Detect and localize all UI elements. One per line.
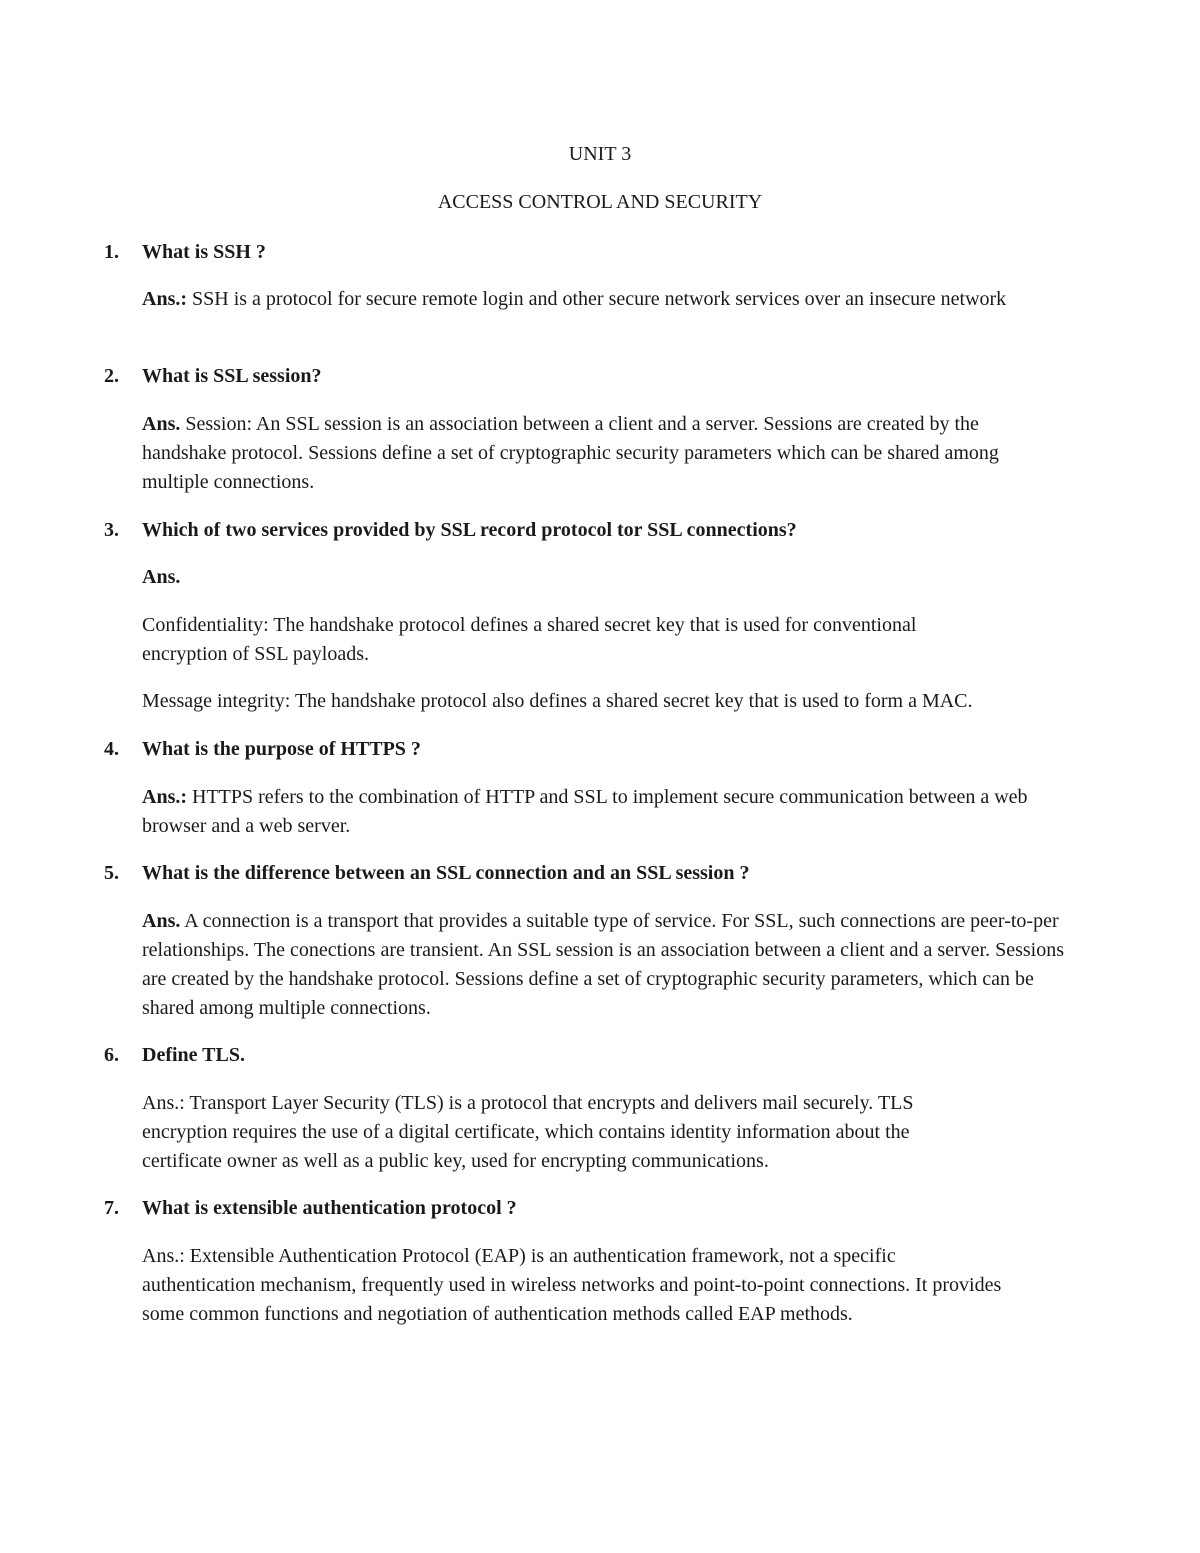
document-title: ACCESS CONTROL AND SECURITY [437, 191, 763, 213]
question-6 [104, 1041, 1084, 1070]
answer-text: SSH is a protocol for secure remote login and other secure network services over an insecure network [187, 288, 1007, 310]
answer-text: HTTPS refers to the combination of HTTP and SSL to implement secure communication between a web browser and a web server. [142, 786, 1028, 837]
question-number: 3. [104, 519, 119, 541]
question-7 [104, 1194, 1084, 1223]
question-number: 5. [104, 862, 119, 884]
question-4 [104, 735, 1084, 764]
question-number: 6. [104, 1044, 119, 1066]
answer-1 [142, 285, 1022, 314]
question-5 [104, 859, 1084, 888]
answer-2 [142, 410, 1062, 497]
answer-3-label [142, 563, 1072, 592]
question-number: 7. [104, 1197, 119, 1219]
question-number: 1. [104, 241, 119, 263]
question-number: 4. [104, 738, 119, 760]
answer-3-paragraph-2: Message integrity: The handshake protocol also defines a shared secret key that is used to form a MAC. [142, 690, 973, 712]
answer-text: Session: An SSL session is an association between a client and a server. Sessions are created by the handshake protocol. Sessions define a set of cryptographic security parameters which can be shared among multiple connections. [142, 413, 999, 493]
answer-6: Ans.: Transport Layer Security (TLS) is a protocol that encrypts and delivers mail securely. TLS encryption requires the use of a digital certificate, which contains identity information about the certificate owner as well as a public key, used for encrypting communications. [142, 1092, 914, 1172]
question-3 [104, 516, 1084, 545]
answer-3-paragraph-1: Confidentiality: The handshake protocol defines a shared secret key that is used for conventional encryption of SSL payloads. [142, 614, 917, 665]
question-1 [104, 238, 1084, 267]
question-text: What is SSH ? [142, 241, 266, 263]
question-number: 2. [104, 365, 119, 387]
question-text: What is extensible authentication protocol ? [142, 1197, 517, 1219]
answer-7: Ans.: Extensible Authentication Protocol (EAP) is an authentication framework, not a specific authentication mechanism, frequently used in wireless networks and point-to-point connections. It provides some common functions and negotiation of authentication methods called EAP methods. [142, 1245, 1002, 1325]
unit-heading: UNIT 3 [568, 143, 632, 165]
question-2 [104, 362, 1084, 391]
answer-5 [142, 907, 1072, 1023]
question-text: Which of two services provided by SSL record protocol tor SSL connections? [142, 519, 797, 541]
question-text: Define TLS. [142, 1044, 245, 1066]
answer-label: Ans. [142, 566, 181, 588]
answer-label: Ans.: [142, 786, 188, 808]
answer-label: Ans. [142, 413, 181, 435]
answer-label: Ans. [142, 910, 181, 932]
question-text: What is the difference between an SSL connection and an SSL session ? [142, 862, 750, 884]
answer-text: A connection is a transport that provides a suitable type of service. For SSL, such connections are peer-to-per relationships. The conections are transient. An SSL session is an association between a client and a server. Sessions are created by the handshake protocol. Sessions define a set of cryptographic security parameters, which can be shared among multiple connections. [142, 910, 1065, 1019]
question-text: What is SSL session? [142, 365, 322, 387]
answer-4 [142, 783, 1072, 841]
answer-label: Ans.: [142, 288, 188, 310]
question-text: What is the purpose of HTTPS ? [142, 738, 421, 760]
